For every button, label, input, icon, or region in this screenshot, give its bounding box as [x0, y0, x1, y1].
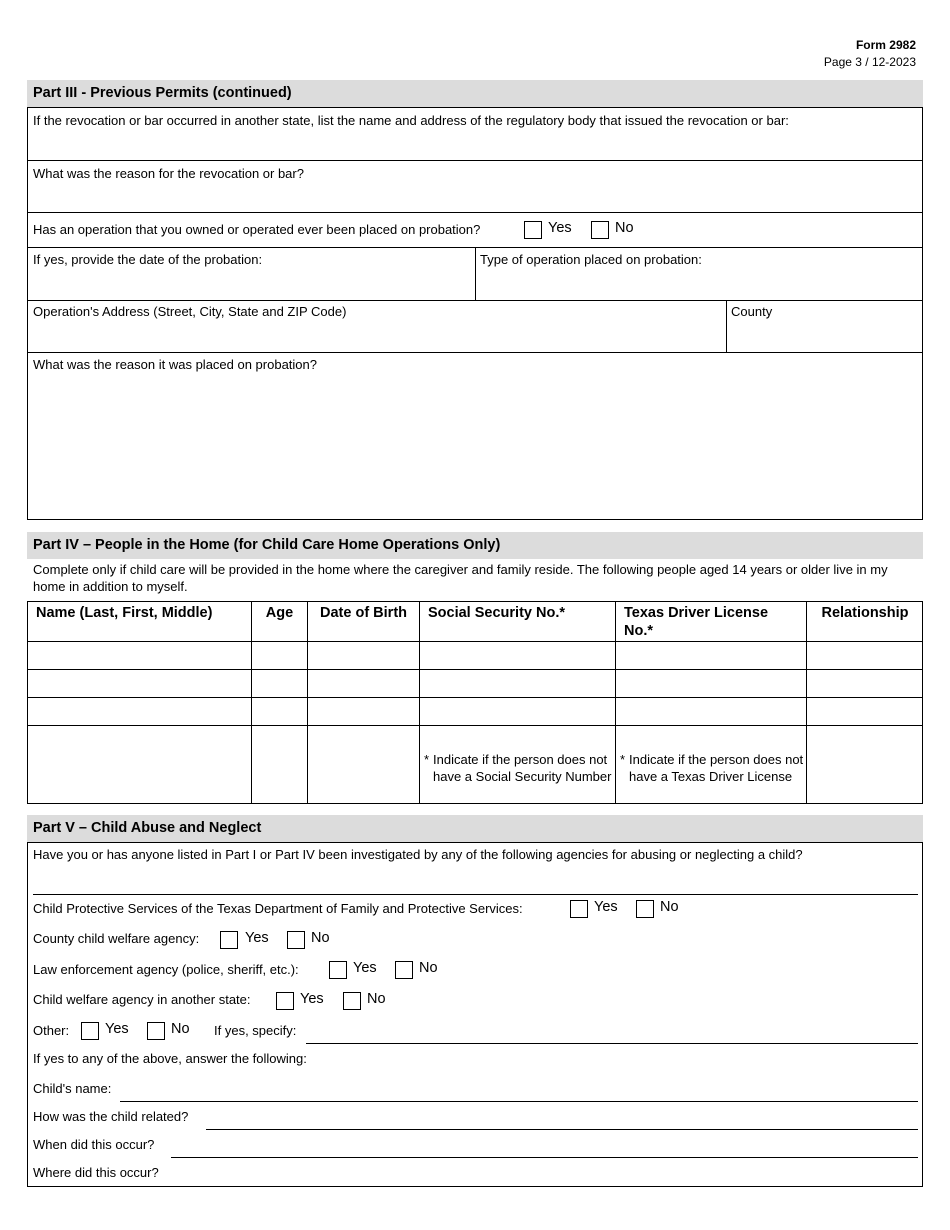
divider: [27, 160, 923, 161]
divider: [475, 247, 476, 300]
row3-dl-input[interactable]: [618, 700, 803, 722]
operation-type-label: Type of operation placed on probation:: [480, 252, 702, 267]
probation-question-label: Has an operation that you owned or operated ever been placed on probation?: [33, 222, 481, 237]
part4-intro: Complete only if child care will be provided in the home where the caregiver and family reside. The following people aged 14 years or older live in my home in addition to myself.: [33, 562, 888, 594]
agency-other-state-yes-label: Yes: [300, 991, 324, 1007]
other-no-checkbox[interactable]: [147, 1022, 165, 1040]
divider: [806, 601, 807, 804]
row1-age-input[interactable]: [254, 644, 304, 666]
divider: [251, 601, 252, 804]
dl-note: Indicate if the person does not have a Texas Driver License: [629, 752, 804, 784]
probation-reason-label: What was the reason it was placed on probation?: [33, 357, 318, 372]
agency-cps-no-label: No: [660, 899, 679, 915]
col-header-ssn: Social Security No.*: [428, 605, 565, 621]
agency-other-state-no-checkbox[interactable]: [343, 992, 361, 1010]
revocation-other-state-label: If the revocation or bar occurred in another state, list the name and address of the regulatory body that issued the revocation or bar:: [33, 113, 789, 128]
col-header-name: Name (Last, First, Middle): [36, 605, 213, 621]
where-label: Where did this occur?: [33, 1165, 159, 1180]
ssn-note-bullet: *: [424, 752, 430, 767]
revocation-reason-input[interactable]: [33, 185, 913, 209]
part4-title: Part IV – People in the Home (for Child Care Home Operations Only): [27, 532, 923, 559]
agency-cps-yes-label: Yes: [594, 899, 618, 915]
col-header-relationship: Relationship: [821, 605, 909, 621]
childs-name-label: Child's name:: [33, 1081, 112, 1096]
agency-law-yes-label: Yes: [353, 960, 377, 976]
divider: [27, 352, 923, 353]
how-related-input[interactable]: [208, 1105, 916, 1127]
probation-reason-input[interactable]: [33, 378, 915, 514]
row2-dl-input[interactable]: [618, 672, 803, 694]
childs-name-underline: [120, 1101, 918, 1102]
county-input[interactable]: [731, 324, 917, 348]
form-number: Form 2982: [855, 38, 916, 52]
row1-dob-input[interactable]: [310, 644, 416, 666]
when-label: When did this occur?: [33, 1137, 155, 1152]
divider: [27, 300, 923, 301]
followup-label: If yes to any of the above, answer the following:: [33, 1051, 307, 1066]
dl-note-bullet: *: [620, 752, 626, 767]
revocation-reason-label: What was the reason for the revocation or bar?: [33, 166, 304, 181]
childs-name-input[interactable]: [122, 1077, 916, 1099]
agency-law-no-label: No: [419, 960, 438, 976]
when-input[interactable]: [173, 1133, 916, 1155]
col-header-dl: Texas Driver License No.*: [624, 605, 769, 639]
divider: [615, 601, 616, 804]
probation-no-label: No: [615, 220, 634, 236]
page-info: Page 3 / 12-2023: [823, 55, 916, 69]
agency-county-yes-checkbox[interactable]: [220, 931, 238, 949]
county-label: County: [731, 304, 773, 319]
agency-cps-yes-checkbox[interactable]: [570, 900, 588, 918]
row3-age-input[interactable]: [254, 700, 304, 722]
divider: [27, 212, 923, 213]
agency-law-no-checkbox[interactable]: [395, 961, 413, 979]
operation-address-input[interactable]: [33, 324, 721, 348]
agency-cps-label: Child Protective Services of the Texas Department of Family and Protective Services:: [33, 901, 523, 916]
agency-law-label: Law enforcement agency (police, sheriff, etc.):: [33, 962, 299, 977]
probation-date-label: If yes, provide the date of the probation:: [33, 252, 263, 267]
operation-address-label: Operation's Address (Street, City, State and ZIP Code): [33, 304, 347, 319]
where-input[interactable]: [173, 1161, 916, 1183]
part5-title: Part V – Child Abuse and Neglect: [27, 815, 923, 842]
row4-dob-input[interactable]: [310, 728, 416, 750]
divider: [33, 894, 918, 895]
other-yes-checkbox[interactable]: [81, 1022, 99, 1040]
row1-name-input[interactable]: [30, 644, 248, 666]
agency-other-state-no-label: No: [367, 991, 386, 1007]
agency-county-yes-label: Yes: [245, 930, 269, 946]
probation-yes-checkbox[interactable]: [524, 221, 542, 239]
row3-relationship-input[interactable]: [809, 700, 919, 722]
divider: [27, 725, 923, 726]
row2-dob-input[interactable]: [310, 672, 416, 694]
other-specify-input[interactable]: [308, 1019, 916, 1041]
agency-county-label: County child welfare agency:: [33, 931, 200, 946]
part3-title: Part III - Previous Permits (continued): [27, 80, 923, 107]
operation-type-input[interactable]: [480, 272, 916, 296]
col-header-age: Age: [265, 605, 294, 621]
agency-cps-no-checkbox[interactable]: [636, 900, 654, 918]
other-specify-underline: [306, 1043, 918, 1044]
how-related-underline: [206, 1129, 918, 1130]
agency-other-state-yes-checkbox[interactable]: [276, 992, 294, 1010]
divider: [307, 601, 308, 804]
when-underline: [171, 1157, 918, 1158]
divider: [27, 697, 923, 698]
row1-dl-input[interactable]: [618, 644, 803, 666]
how-related-label: How was the child related?: [33, 1109, 189, 1124]
other-no-label: No: [171, 1021, 190, 1037]
divider: [27, 641, 923, 642]
abuse-question: Have you or has anyone listed in Part I or Part IV been investigated by any of the following agencies for abusing or neglecting a child?: [33, 847, 803, 862]
row2-relationship-input[interactable]: [809, 672, 919, 694]
revocation-other-state-input[interactable]: [33, 132, 913, 156]
divider: [27, 669, 923, 670]
ssn-note: Indicate if the person does not have a Social Security Number: [433, 752, 612, 784]
row3-dob-input[interactable]: [310, 700, 416, 722]
row2-name-input[interactable]: [30, 672, 248, 694]
agency-law-yes-checkbox[interactable]: [329, 961, 347, 979]
other-specify-label: If yes, specify:: [214, 1023, 297, 1038]
agency-county-no-checkbox[interactable]: [287, 931, 305, 949]
divider: [726, 300, 727, 352]
col-header-dob: Date of Birth: [320, 605, 407, 621]
row4-age-input[interactable]: [254, 728, 304, 750]
agency-county-no-label: No: [311, 930, 330, 946]
row3-name-input[interactable]: [30, 700, 248, 722]
row1-ssn-input[interactable]: [422, 644, 612, 666]
row2-age-input[interactable]: [254, 672, 304, 694]
other-yes-label: Yes: [105, 1021, 129, 1037]
other-label: Other:: [33, 1023, 70, 1038]
row4-relationship-input[interactable]: [809, 728, 919, 750]
probation-no-checkbox[interactable]: [591, 221, 609, 239]
row4-name-input[interactable]: [30, 728, 248, 750]
divider: [419, 601, 420, 804]
agency-other-state-label: Child welfare agency in another state:: [33, 992, 251, 1007]
probation-yes-label: Yes: [548, 220, 572, 236]
row3-ssn-input[interactable]: [422, 700, 612, 722]
row1-relationship-input[interactable]: [809, 644, 919, 666]
probation-date-input[interactable]: [33, 272, 469, 296]
row2-ssn-input[interactable]: [422, 672, 612, 694]
